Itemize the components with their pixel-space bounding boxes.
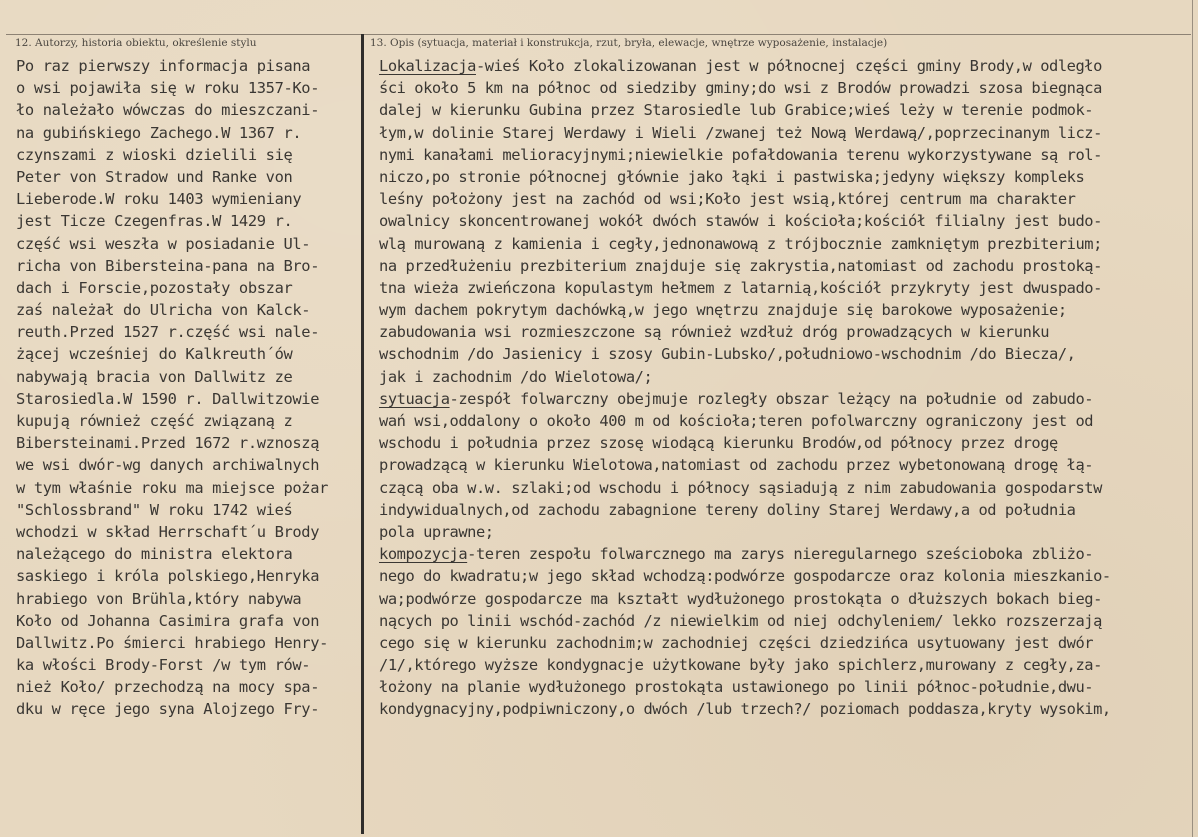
history-line: w tym właśnie roku ma miejsce pożar bbox=[16, 478, 329, 497]
description-line-text: -zespół folwarczny obejmuje rozległy obszar leżący na południe od zabudo- bbox=[449, 389, 1094, 408]
description-line-text: prowadzącą w kierunku Wielotowa,natomiast od zachodu przez wybetonowaną drogę łą- bbox=[379, 456, 1094, 475]
description-line-text: ści około 5 km na północ od siedziby gminy;do wsi z Brodów prowadzi szosa biegnąca bbox=[379, 79, 1102, 98]
description-line-text: wlą murowaną z kamienia i cegły,jednonawową z trójbocznie zamkniętym prezbiterium; bbox=[379, 234, 1102, 253]
history-line: o wsi pojawiła się w roku 1357-Ko- bbox=[16, 79, 320, 98]
description-line-text: tna wieża zwieńczona kopulastym hełmem z latarnią,kościół przykryty jest dwuspado- bbox=[379, 278, 1102, 297]
description-line bbox=[379, 321, 1191, 343]
description-line-text: -wieś Koło zlokalizowanan jest w północnej części gminy Brody,w odległo bbox=[475, 57, 1102, 75]
description-line bbox=[379, 477, 1191, 499]
description-line bbox=[379, 210, 1191, 232]
history-text-column bbox=[16, 55, 358, 721]
description-line bbox=[379, 543, 1191, 565]
history-line: dku w ręce jego syna Alojzego Fry- bbox=[16, 700, 320, 719]
history-line: richa von Bibersteina-pana na Bro- bbox=[16, 256, 320, 275]
description-line bbox=[379, 388, 1191, 410]
description-line-text: pola uprawne; bbox=[379, 522, 494, 541]
description-text-column bbox=[379, 55, 1191, 721]
description-line-text: /1/,którego wyższe kondygnacje użytkowane były jako spichlerz,murowany z cegły,za- bbox=[379, 656, 1102, 675]
description-line bbox=[379, 277, 1191, 299]
description-line-text: jak i zachodnim /do Wielotowa/; bbox=[379, 367, 653, 386]
description-line bbox=[379, 588, 1191, 610]
description-line bbox=[379, 144, 1191, 166]
column-divider bbox=[361, 34, 364, 834]
description-line-text: nymi kanałami melioracyjnymi;niewielkie pofałdowania terenu wykorzystywane są rol- bbox=[379, 145, 1102, 164]
description-line bbox=[379, 565, 1191, 587]
description-line-text: kondygnacyjny,podpiwniczony,o dwóch /lub trzech?/ poziomach poddasza,kryty wysokim, bbox=[379, 700, 1111, 719]
section-keyword: Lokalizacja bbox=[379, 57, 476, 75]
history-line: nabywają bracia von Dallwitz ze bbox=[16, 367, 293, 386]
description-line bbox=[379, 676, 1191, 698]
header-rule bbox=[6, 34, 1191, 35]
history-line: ka włości Brody-Forst /w tym rów- bbox=[16, 656, 311, 675]
description-line-text: wań wsi,oddalony o około 400 m od kościoła;teren pofolwarczny ograniczony jest od bbox=[379, 412, 1094, 430]
description-line bbox=[379, 255, 1191, 277]
history-line: zaś należał do Ulricha von Kalck- bbox=[16, 301, 311, 320]
description-line bbox=[379, 343, 1191, 365]
description-line-text: wschodnim /do Jasienicy i szosy Gubin-Lubsko/,południowo-wschodnim /do Biecza/, bbox=[379, 345, 1076, 364]
section-keyword: sytuacja bbox=[379, 389, 450, 408]
description-line-text: niczo,po stronie północnej głównie jako łąki i pastwiska;jedyny większy kompleks bbox=[379, 167, 1085, 186]
history-line: ło należało wówczas do mieszczani- bbox=[16, 101, 320, 120]
history-line: Lieberode.W roku 1403 wymieniany bbox=[16, 190, 302, 209]
history-line: kupują również część związaną z bbox=[16, 412, 293, 430]
description-line-text: na przedłużeniu prezbiterium znajduje się zakrystia,natomiast od zachodu prostoką- bbox=[379, 256, 1102, 275]
description-line-text: dalej w kierunku Gubina przez Starosiedle lub Grabice;wieś leży w terenie podmok- bbox=[379, 101, 1094, 120]
description-line-text: wym dachem pokrytym dachówką,w jego wnętrzu znajduje się barokowe wyposażenie; bbox=[379, 301, 1067, 320]
description-line-text: łym,w dolinie Starej Werdawy i Wieli /zwanej też Nową Werdawą/,poprzecinanym licz- bbox=[379, 123, 1102, 142]
history-line: na gubińskiego Zachego.W 1367 r. bbox=[16, 123, 302, 142]
description-line bbox=[379, 299, 1191, 321]
description-line bbox=[379, 454, 1191, 476]
description-line bbox=[379, 366, 1191, 388]
description-line-text: indywidualnych,od zachodu zabagnione tereny doliny Starej Werdawy,a od południa bbox=[379, 500, 1076, 519]
history-line: Koło od Johanna Casimira grafa von bbox=[16, 611, 320, 630]
history-line: Bibersteinami.Przed 1672 r.wznoszą bbox=[16, 434, 320, 453]
history-line: Peter von Stradow und Ranke von bbox=[16, 167, 293, 186]
history-line: saskiego i króla polskiego,Henryka bbox=[16, 567, 320, 586]
description-line bbox=[379, 654, 1191, 676]
description-line-text: zabudowania wsi rozmieszczone są również wzdłuż dróg prowadzących w kierunku bbox=[379, 323, 1050, 342]
history-line: Starosiedla.W 1590 r. Dallwitzowie bbox=[16, 389, 320, 408]
history-line: jest Ticze Czegenfras.W 1429 r. bbox=[16, 212, 293, 231]
description-line-text: łożony na planie wydłużonego prostokąta ustawionego po linii północ-południe,dwu- bbox=[379, 678, 1094, 697]
description-line-text: wschodu i południa przez szosę wiodącą kierunku Brodów,od północy przez drogę bbox=[379, 434, 1058, 453]
description-line-text: leśny położony jest na zachód od wsi;Koło jest wsią,której centrum ma charakter bbox=[379, 190, 1076, 209]
history-line: nież Koło/ przechodzą na mocy spa- bbox=[16, 678, 320, 697]
history-line: dach i Forscie,pozostały obszar bbox=[16, 278, 293, 297]
card-right-edge bbox=[1192, 0, 1193, 837]
history-line: Po raz pierwszy informacja pisana bbox=[16, 57, 311, 75]
description-line bbox=[379, 99, 1191, 121]
description-line bbox=[379, 610, 1191, 632]
description-line-text: -teren zespołu folwarcznego ma zarys nieregularnego sześcioboka zbliżo- bbox=[467, 545, 1094, 564]
section-12-heading: 12. Autorzy, historia obiektu, określenie stylu bbox=[15, 37, 257, 49]
description-line-text: owalnicy skoncentrowanej wokół dwóch stawów i kościoła;kościół filialny jest budo- bbox=[379, 212, 1102, 231]
description-line-text: cego się w kierunku zachodnim;w zachodniej części dziedzińca usytuowany jest dwór bbox=[379, 633, 1094, 652]
description-line bbox=[379, 122, 1191, 144]
description-line bbox=[379, 233, 1191, 255]
history-line: "Schlossbrand" W roku 1742 wieś bbox=[16, 500, 293, 519]
description-line bbox=[379, 166, 1191, 188]
description-line-text: nących po linii wschód-zachód /z niewielkim od niej odchyleniem/ lekko rozszerzają bbox=[379, 611, 1102, 630]
history-line: należącego do ministra elektora bbox=[16, 545, 293, 564]
description-line bbox=[379, 55, 1191, 77]
history-line: część wsi weszła w posiadanie Ul- bbox=[16, 234, 311, 253]
description-line bbox=[379, 432, 1191, 454]
section-keyword: kompozycja bbox=[379, 545, 468, 564]
description-line bbox=[379, 77, 1191, 99]
description-line-text: wa;podwórze gospodarcze ma kształt wydłużonego prostokąta o dłuższych bokach bieg- bbox=[379, 589, 1102, 608]
history-line: hrabiego von Brühla,który nabywa bbox=[16, 589, 302, 608]
history-line: żącej wcześniej do Kalkreuth´ów bbox=[16, 345, 293, 364]
description-line bbox=[379, 410, 1191, 432]
description-line bbox=[379, 632, 1191, 654]
description-line-text: czącą oba w.w. szlaki;od wschodu i północy sąsiadują z nim zabudowania gospodarstw bbox=[379, 478, 1102, 497]
history-line: wchodzi w skład Herrschaft´u Brody bbox=[16, 522, 320, 541]
description-line bbox=[379, 499, 1191, 521]
history-line: reuth.Przed 1527 r.część wsi nale- bbox=[16, 323, 320, 342]
history-line: czynszami z wioski dzielili się bbox=[16, 145, 293, 164]
history-line: Dallwitz.Po śmierci hrabiego Henry- bbox=[16, 633, 329, 652]
description-line bbox=[379, 188, 1191, 210]
description-line-text: nego do kwadratu;w jego skład wchodzą:podwórze gospodarcze oraz kolonia mieszkanio- bbox=[379, 567, 1111, 586]
description-line bbox=[379, 521, 1191, 543]
description-line bbox=[379, 698, 1191, 720]
section-13-heading: 13. Opis (sytuacja, materiał i konstrukcja, rzut, bryła, elewacje, wnętrze wyposażenie, instalacje) bbox=[370, 37, 888, 49]
history-line: we wsi dwór-wg danych archiwalnych bbox=[16, 456, 320, 475]
